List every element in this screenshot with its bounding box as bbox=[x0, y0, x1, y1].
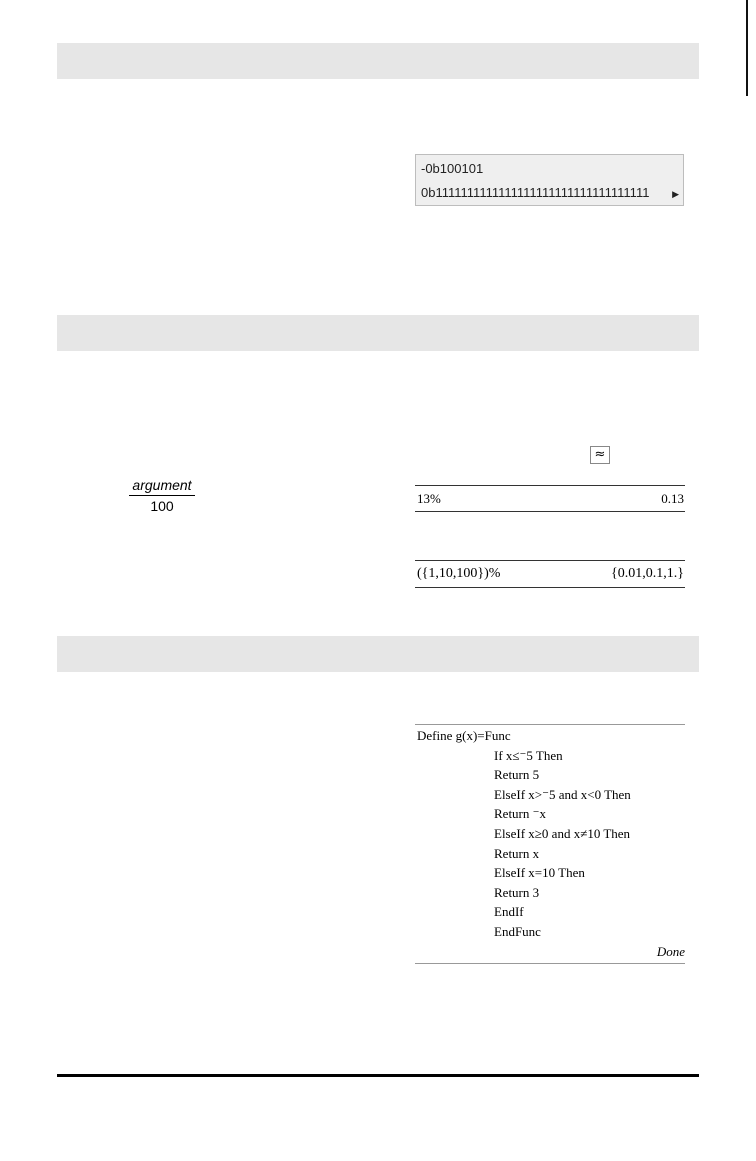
history-result: 0b1111111111111111111111111111111111 bbox=[421, 185, 650, 200]
history-entry: -0b100101 bbox=[421, 161, 484, 176]
code-line: Return x bbox=[494, 846, 540, 861]
divider bbox=[415, 511, 685, 512]
percent-fraction bbox=[129, 477, 195, 514]
fraction-numerator: argument bbox=[132, 477, 192, 493]
divider bbox=[415, 485, 685, 486]
entry-input: 13% bbox=[417, 491, 441, 506]
divider bbox=[415, 963, 685, 964]
code-line: Return 5 bbox=[494, 767, 540, 782]
code-line: Return 3 bbox=[494, 885, 540, 900]
result-done: Done bbox=[656, 944, 685, 959]
footer-rule bbox=[57, 1074, 699, 1077]
approximate-button[interactable]: ≈ bbox=[590, 446, 610, 464]
divider bbox=[415, 587, 685, 588]
fraction-bar bbox=[129, 495, 195, 496]
code-line: EndIf bbox=[494, 904, 524, 919]
code-line: EndFunc bbox=[494, 924, 541, 939]
code-line: ElseIf x=10 Then bbox=[494, 865, 585, 880]
calculator-screen bbox=[415, 154, 684, 206]
section-header-band bbox=[57, 315, 699, 351]
section-header-band bbox=[57, 43, 699, 79]
entry-input: ({1,10,100})% bbox=[417, 566, 501, 581]
code-line: Define g(x)=Func bbox=[417, 728, 511, 743]
fraction-denominator: 100 bbox=[150, 498, 174, 514]
code-line: ElseIf x>⁻5 and x<0 Then bbox=[494, 787, 631, 802]
overflow-arrow-icon[interactable]: ▶ bbox=[672, 189, 679, 199]
divider bbox=[415, 560, 685, 561]
code-line: If x≤⁻5 Then bbox=[494, 748, 563, 763]
code-line: ElseIf x≥0 and x≠10 Then bbox=[494, 826, 631, 841]
divider bbox=[415, 724, 685, 725]
entry-output: 0.13 bbox=[661, 491, 684, 506]
program-listing bbox=[415, 724, 685, 964]
code-line: Return ⁻x bbox=[494, 806, 546, 821]
page-edge-mark bbox=[746, 0, 748, 96]
section-header-band bbox=[57, 636, 699, 672]
entry-output: {0.01,0.1,1.} bbox=[611, 566, 684, 581]
